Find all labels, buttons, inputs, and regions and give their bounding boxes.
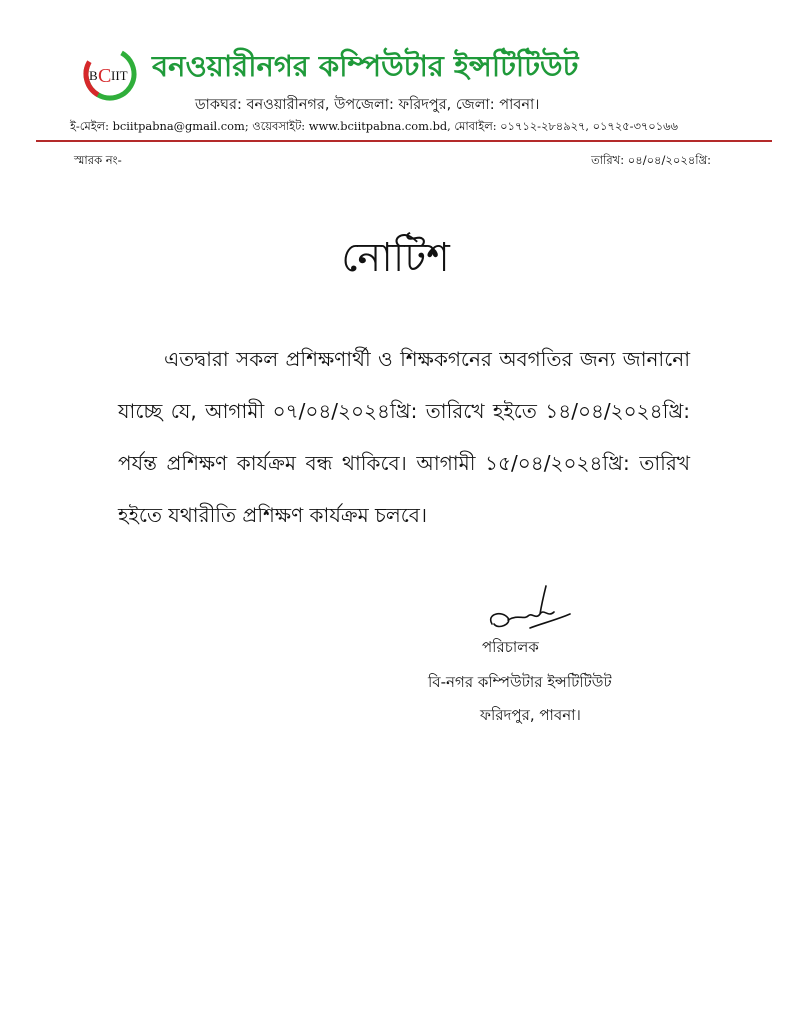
signatory-role: পরিচালক — [482, 638, 539, 656]
svg-text:C: C — [98, 65, 112, 87]
signatory-organization: বি-নগর কম্পিউটার ইন্সটিটিউট — [428, 673, 612, 691]
signatory-place: ফরিদপুর, পাবনা। — [480, 706, 581, 724]
memo-number-label: স্মারক নং- — [74, 153, 122, 167]
notice-date: তারিখ: ০৪/০৪/২০২৪খ্রি: — [591, 153, 711, 167]
org-address: ডাকঘর: বনওয়ারীনগর, উপজেলা: ফরিদপুর, জেলা: পাবনা। — [195, 97, 540, 113]
notice-body: এতদ্বারা সকল প্রশিক্ষণার্থী ও শিক্ষকগনের অবগতির জন্য জানানো যাচ্ছে যে, আগামী ০৭/০৪/২০২৪খ্রি: তারিখে হইতে ১৪/০৪/২০২৪খ্রি: পর্যন্ত প্রশিক্ষণ কার্যক্রম বন্ধ থাকিবে। আগামী ১৫/০৪/২০২৪খ্রি: তারিখ হইতে যথারীতি প্রশিক্ষণ কার্যক্রম চলবে। — [118, 347, 690, 527]
org-contacts: ই-মেইল: bciitpabna@gmail.com; ওয়েবসাইট: www.bciitpabna.com.bd, মোবাইল: ০১৭১২-২৮৪৯২৭, ০১৭২৫-৩৭০১৬৬ — [70, 119, 678, 133]
handwritten-signature — [478, 584, 578, 644]
svg-text:IIT: IIT — [111, 68, 128, 83]
org-title: বনওয়ারীনগর কম্পিউটার ইন্সটিটিউট — [152, 49, 579, 83]
svg-text:B: B — [89, 68, 98, 83]
bciit-logo — [80, 44, 140, 104]
header-divider — [36, 140, 772, 142]
notice-title: নোটিশ — [341, 235, 450, 281]
